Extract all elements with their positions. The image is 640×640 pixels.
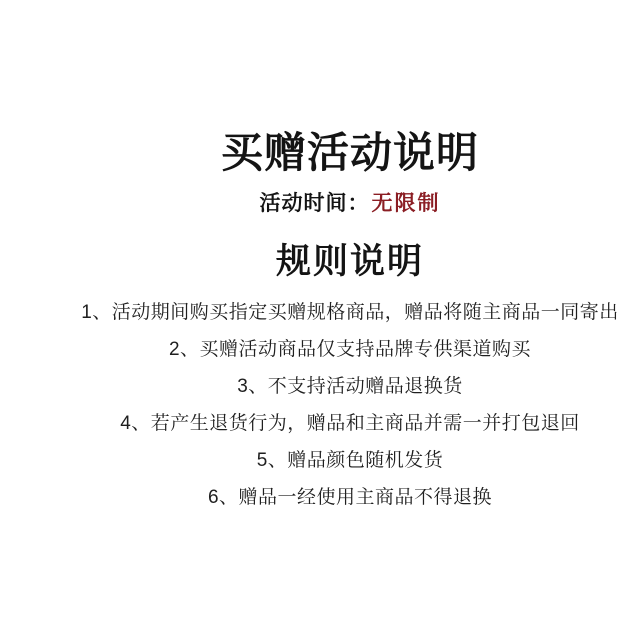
activity-time-line (30, 192, 640, 216)
rules-list (30, 294, 640, 516)
rule-item-4: 4、若产生退货行为，赠品和主商品并需一并打包退回 (120, 413, 580, 434)
rule-item-5: 5、赠品颜色随机发货 (256, 450, 444, 471)
activity-time-value: 无限制 (371, 192, 441, 215)
rule-item-1: 1、活动期间购买指定买赠规格商品，赠品将随主商品一同寄出 (81, 302, 619, 323)
rule-item-3: 3、不支持活动赠品退换货 (237, 376, 463, 397)
rule-item-2: 2、买赠活动商品仅支持品牌专供渠道购买 (168, 339, 532, 360)
notice-content (30, 0, 640, 516)
activity-time-label: 活动时间： (259, 192, 370, 215)
page-title: 买赠活动说明 (220, 129, 479, 176)
rules-heading: 规则说明 (275, 242, 424, 281)
rule-item-6: 6、赠品一经使用主商品不得退换 (207, 487, 493, 508)
